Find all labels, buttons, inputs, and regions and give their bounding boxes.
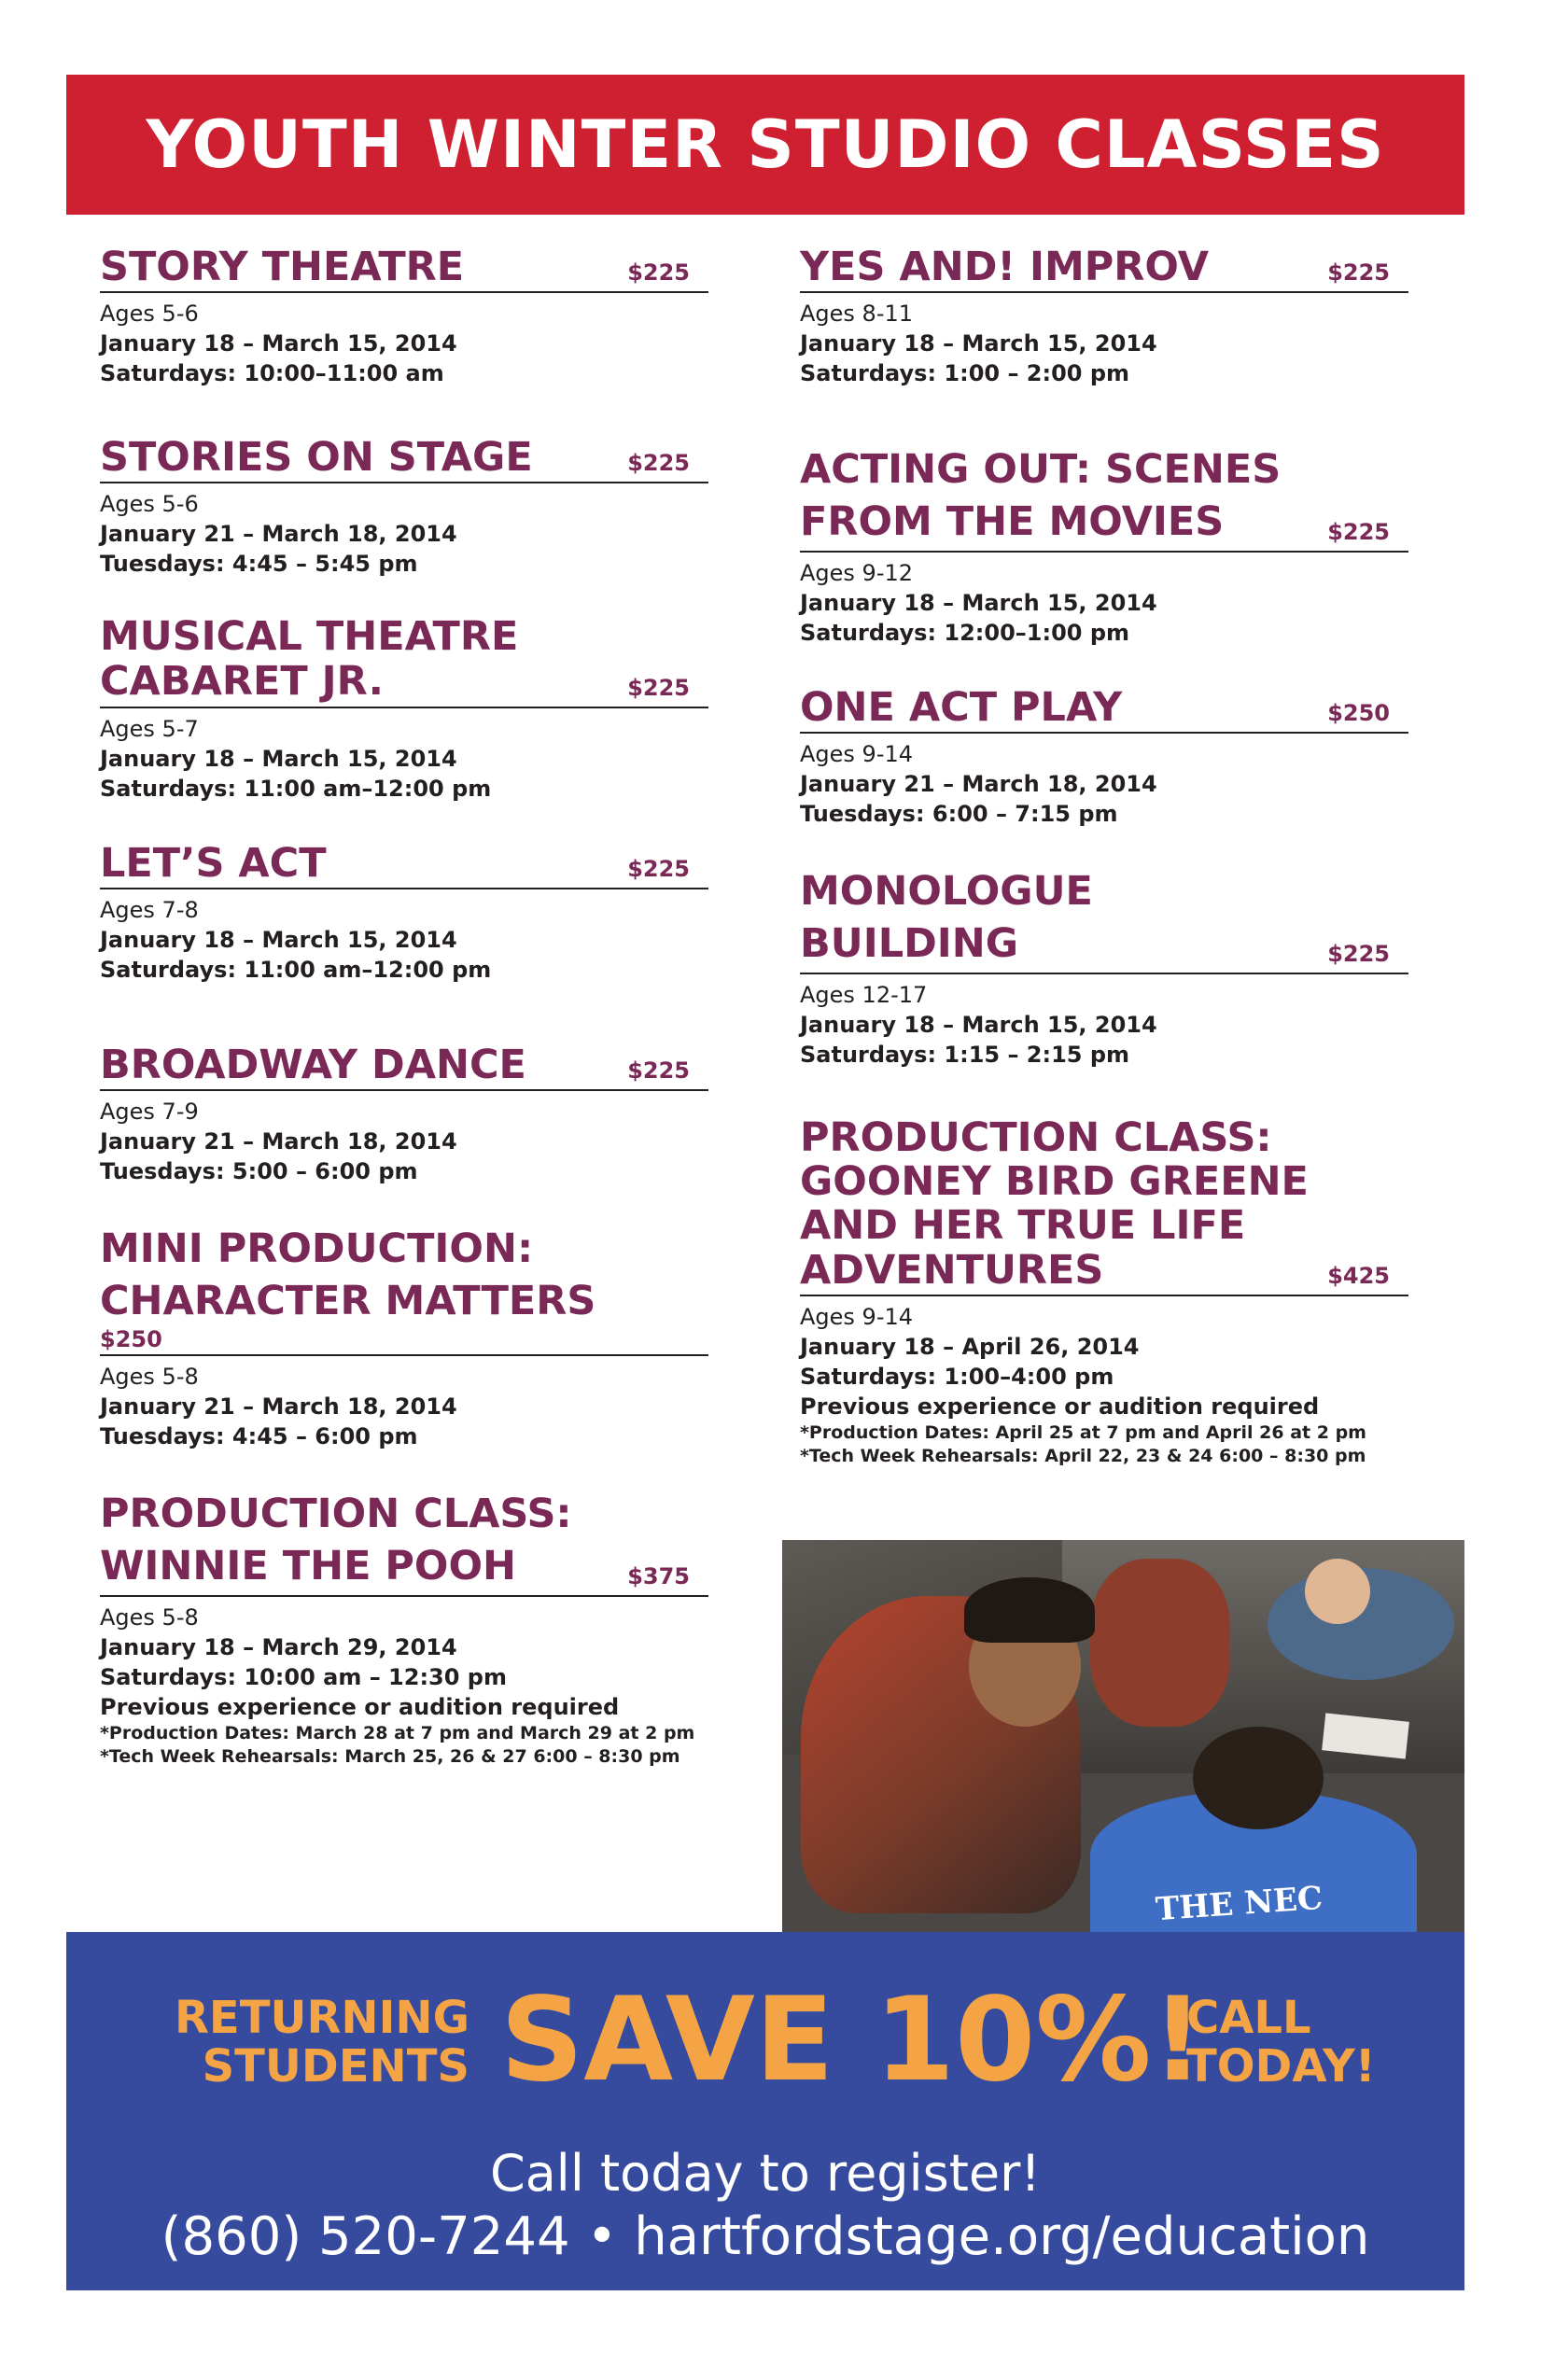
class-header [100, 841, 708, 889]
today-line: TODAY! [1186, 2040, 1376, 2093]
class-acting-out [800, 444, 1408, 648]
right-class-column [800, 245, 1408, 1468]
class-header [100, 1224, 708, 1356]
class-dates: January 21 – March 18, 2014 [100, 521, 457, 548]
class-ages: Ages 7-8 [100, 896, 199, 923]
class-dates: January 18 – March 29, 2014 [100, 1633, 457, 1660]
class-ages: Ages 9-14 [800, 741, 914, 768]
class-dates: January 18 – March 15, 2014 [100, 745, 457, 772]
class-dates: January 18 – March 15, 2014 [800, 330, 1157, 357]
class-schedule: Saturdays: 10:00 am – 12:30 pm [100, 1663, 507, 1690]
class-header [800, 866, 1408, 974]
class-price: $225 [627, 259, 690, 287]
class-info [100, 1356, 708, 1451]
class-production-gooney-bird-greene [800, 1113, 1408, 1468]
call-today-label [1186, 1994, 1448, 2091]
class-info [100, 1597, 708, 1769]
photo-student-back [1090, 1559, 1230, 1727]
class-tech-week-note: *Tech Week Rehearsals: March 25, 26 & 27 6:00 – 8:30 pm [100, 1745, 680, 1767]
class-story-theatre [100, 245, 708, 388]
class-schedule: Tuesdays: 6:00 – 7:15 pm [800, 801, 1118, 828]
class-header [800, 685, 1408, 734]
class-dates: January 21 – March 18, 2014 [100, 1127, 457, 1155]
class-header [100, 1489, 708, 1597]
class-info [100, 293, 708, 388]
header-banner [66, 75, 1464, 215]
class-price: $225 [627, 1057, 690, 1084]
discount-headline: SAVE 10%! [500, 1973, 1205, 2107]
class-price: $225 [1327, 259, 1390, 287]
students-rehearsal-photo [782, 1540, 1464, 1932]
class-price: $225 [1327, 940, 1390, 967]
class-schedule: Tuesdays: 5:00 – 6:00 pm [100, 1157, 418, 1184]
class-header [100, 614, 708, 707]
class-title: PRODUCTION CLASS: GOONEY BIRD GREENE AND HER TRUE LIFE ADVENTURES [800, 1113, 1309, 1294]
class-ages: Ages 7-9 [100, 1098, 199, 1125]
photo-shirt-text: THE NEC [1154, 1879, 1324, 1929]
class-info [100, 708, 708, 804]
class-lets-act [100, 841, 708, 985]
class-schedule: Saturdays: 1:00–4:00 pm [800, 1364, 1114, 1391]
class-info [800, 1296, 1408, 1468]
class-title: STORIES ON STAGE [100, 434, 533, 482]
class-dates: January 18 – March 15, 2014 [100, 926, 457, 953]
class-price: $250 [1327, 700, 1390, 727]
class-price: $225 [627, 674, 690, 701]
class-yes-and-improv [800, 245, 1408, 388]
class-ages: Ages 5-8 [100, 1603, 199, 1631]
class-header [800, 245, 1408, 293]
class-dates: January 18 – March 15, 2014 [100, 330, 457, 357]
class-title: BROADWAY DANCE [100, 1041, 526, 1088]
class-schedule: Saturdays: 1:15 – 2:15 pm [800, 1041, 1130, 1068]
class-ages: Ages 5-7 [100, 715, 199, 742]
class-header [100, 435, 708, 483]
photo-student-hair [964, 1577, 1095, 1643]
class-title: MUSICAL THEATRE CABARET JR. [100, 613, 519, 706]
class-monologue-building [800, 866, 1408, 1070]
class-dates: January 21 – March 18, 2014 [800, 771, 1157, 798]
class-title: MINI PRODUCTION: CHARACTER MATTERS [100, 1225, 596, 1324]
class-title: PRODUCTION CLASS: WINNIE THE POOH [100, 1490, 572, 1589]
class-title: ACTING OUT: SCENES FROM THE MOVIES [800, 446, 1282, 546]
class-production-dates-note: *Production Dates: April 25 at 7 pm and April 26 at 2 pm [800, 1422, 1366, 1444]
class-header [800, 444, 1408, 553]
class-info [800, 293, 1408, 388]
class-schedule: Saturdays: 10:00–11:00 am [100, 360, 444, 387]
class-mini-production [100, 1224, 708, 1451]
class-dates: January 21 – March 18, 2014 [100, 1393, 457, 1420]
class-production-winnie-the-pooh [100, 1489, 708, 1769]
class-ages: Ages 5-6 [100, 301, 199, 328]
discount-row [66, 1973, 1464, 2115]
class-schedule: Tuesdays: 4:45 – 5:45 pm [100, 551, 418, 578]
class-broadway-dance [100, 1043, 708, 1186]
class-dates: January 18 – April 26, 2014 [800, 1334, 1140, 1361]
class-ages: Ages 12-17 [800, 981, 928, 1008]
contact-info[interactable]: (860) 520-7244 • hartfordstage.org/education [161, 2206, 1370, 2267]
class-ages: Ages 5-8 [100, 1363, 199, 1390]
returning-line: RETURNING [174, 1992, 469, 2044]
class-one-act-play [800, 685, 1408, 829]
students-line: STUDENTS [202, 2040, 469, 2093]
class-schedule: Saturdays: 12:00–1:00 pm [800, 619, 1130, 646]
class-header [100, 1043, 708, 1091]
class-schedule: Tuesdays: 4:45 – 6:00 pm [100, 1422, 418, 1449]
call-line: CALL [1186, 1992, 1311, 2044]
class-info [800, 974, 1408, 1070]
class-schedule: Saturdays: 11:00 am–12:00 pm [100, 956, 492, 983]
returning-students-label [124, 1994, 469, 2091]
class-schedule: Saturdays: 11:00 am–12:00 pm [100, 775, 492, 802]
class-header [800, 1113, 1408, 1296]
class-info [100, 1091, 708, 1186]
class-ages: Ages 8-11 [800, 301, 914, 328]
class-price: $375 [627, 1562, 690, 1589]
class-dates: January 18 – March 15, 2014 [800, 589, 1157, 616]
class-stories-on-stage [100, 435, 708, 579]
class-ages: Ages 9-14 [800, 1304, 914, 1331]
class-info [800, 734, 1408, 829]
page-title: YOUTH WINTER STUDIO CLASSES [146, 106, 1385, 183]
class-price: $225 [627, 450, 690, 477]
photo-student-face [1305, 1559, 1370, 1624]
class-ages: Ages 5-6 [100, 491, 199, 518]
class-title: YES AND! IMPROV [800, 244, 1210, 290]
class-price: $225 [627, 855, 690, 882]
class-title: LET’S ACT [100, 839, 327, 887]
class-info [800, 553, 1408, 648]
class-title: STORY THEATRE [100, 244, 465, 290]
photo-student-head [1193, 1727, 1324, 1829]
class-price: $250 [100, 1325, 162, 1352]
class-requirement: Previous experience or audition required [800, 1393, 1320, 1421]
left-class-column [100, 245, 708, 1769]
class-dates: January 18 – March 15, 2014 [800, 1011, 1157, 1038]
class-schedule: Saturdays: 1:00 – 2:00 pm [800, 360, 1130, 387]
class-price: $425 [1327, 1263, 1390, 1290]
class-title: MONOLOGUE BUILDING [800, 868, 1093, 967]
class-info [100, 889, 708, 985]
footer-banner [66, 1932, 1464, 2290]
class-musical-theatre [100, 614, 708, 803]
class-production-dates-note: *Production Dates: March 28 at 7 pm and March 29 at 2 pm [100, 1722, 695, 1743]
class-tech-week-note: *Tech Week Rehearsals: April 22, 23 & 24 6:00 – 8:30 pm [800, 1446, 1366, 1467]
class-ages: Ages 9-12 [800, 559, 914, 586]
class-requirement: Previous experience or audition required [100, 1693, 620, 1720]
class-header [100, 245, 708, 293]
class-title: ONE ACT PLAY [800, 683, 1123, 731]
class-info [100, 483, 708, 579]
register-cta: Call today to register! [490, 2144, 1041, 2203]
class-price: $225 [1327, 518, 1390, 545]
